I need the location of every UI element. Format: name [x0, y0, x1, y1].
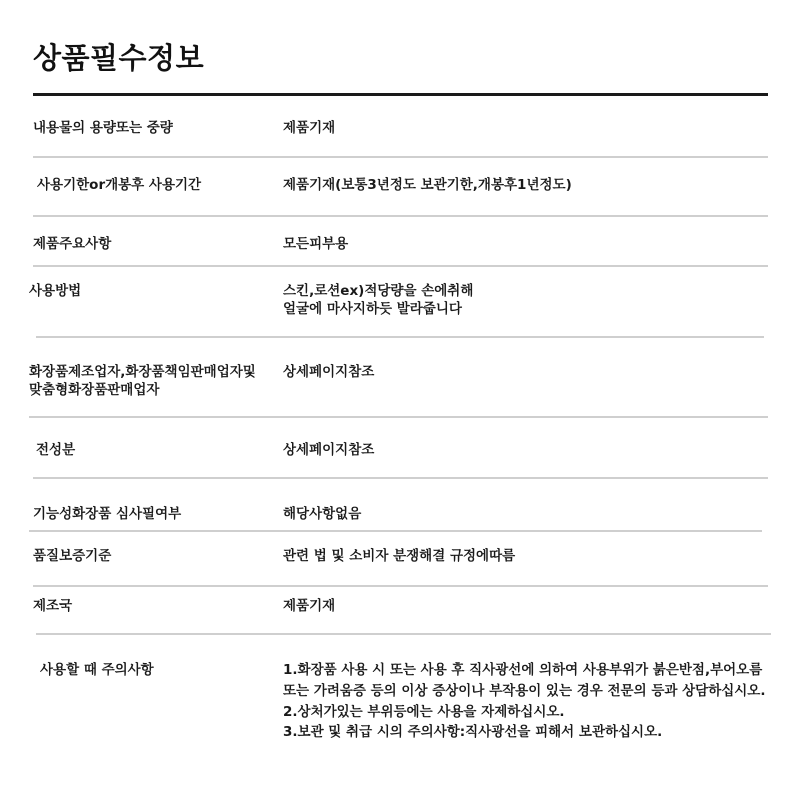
- row-label-main-info: 제품주요사항: [33, 236, 112, 252]
- row-value-precautions-line2: 또는 가려움증 등의 이상 증상이나 부작용이 있는 경우 전문의 등과 상담하십시오.: [283, 683, 766, 699]
- row-value-country: 제품기재: [283, 598, 336, 614]
- row-value-expiry: 제품기재(보통3년정도 보관기한,개봉후1년정도): [283, 177, 572, 193]
- row-value-volume: 제품기재: [283, 120, 336, 136]
- row-divider: [33, 156, 768, 158]
- row-value-quality: 관련 법 및 소비자 분쟁해결 규정에따름: [283, 548, 516, 564]
- page-title: 상품필수정보: [33, 41, 205, 75]
- row-label-manufacturer-line2: 맞춤형화장품판매업자: [29, 382, 160, 398]
- row-value-precautions-line1: 1.화장품 사용 시 또는 사용 후 직사광선에 의하여 사용부위가 붉은반점,부어오름: [283, 662, 763, 678]
- row-value-functional: 해당사항없음: [283, 506, 362, 522]
- row-value-ingredients: 상세페이지참조: [283, 442, 375, 458]
- row-divider: [33, 215, 768, 217]
- row-value-precautions-line4: 3.보관 및 취급 시의 주의사항:직사광선을 피해서 보관하십시오.: [283, 724, 663, 740]
- row-label-precautions: 사용할 때 주의사항: [40, 662, 154, 678]
- row-value-precautions-line3: 2.상처가있는 부위등에는 사용을 자제하십시오.: [283, 704, 565, 720]
- row-divider: [36, 633, 771, 635]
- row-value-usage-line1: 스킨,로션ex)적당량을 손에취해: [283, 283, 474, 299]
- row-label-quality: 품질보증기준: [33, 548, 112, 564]
- row-label-country: 제조국: [33, 598, 73, 614]
- row-divider: [36, 336, 764, 338]
- row-divider: [33, 585, 768, 587]
- row-divider: [29, 416, 768, 418]
- row-divider: [33, 265, 768, 267]
- row-label-manufacturer-line1: 화장품제조업자,화장품책임판매업자및: [29, 364, 256, 380]
- row-value-usage-line2: 얼굴에 마사지하듯 발라줍니다: [283, 301, 462, 317]
- row-label-usage: 사용방법: [29, 283, 82, 299]
- row-label-functional: 기능성화장품 심사필여부: [33, 506, 182, 522]
- row-value-manufacturer: 상세페이지참조: [283, 364, 375, 380]
- row-divider: [29, 530, 762, 532]
- header-divider: [33, 93, 768, 96]
- row-divider: [33, 477, 768, 479]
- row-label-ingredients: 전성분: [36, 442, 76, 458]
- row-label-expiry: 사용기한or개봉후 사용기간: [37, 177, 202, 193]
- row-value-main-info: 모든피부용: [283, 236, 349, 252]
- row-label-volume: 내용물의 용량또는 중량: [33, 120, 173, 136]
